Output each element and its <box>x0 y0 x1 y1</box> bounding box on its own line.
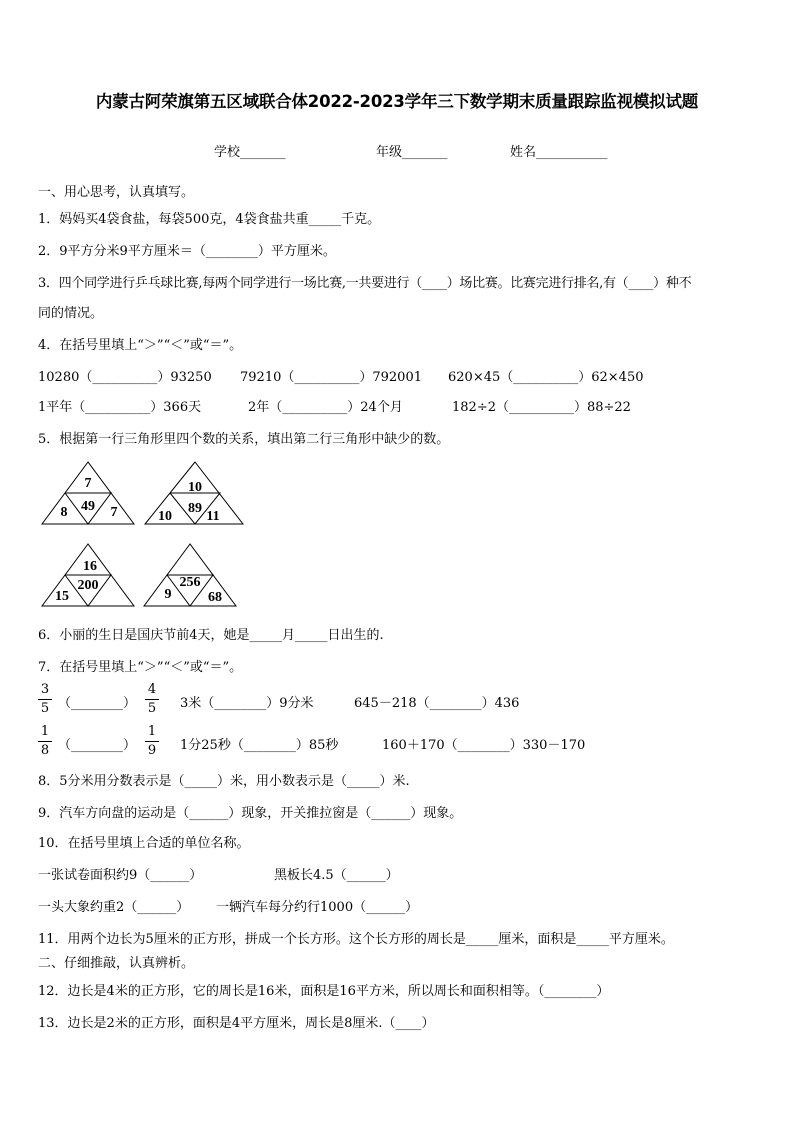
q10-item-2: 黑板长4.5（______） <box>274 868 399 883</box>
q4-item-2: 79210（__________）792001 <box>240 370 422 385</box>
triangle-2-center: 89 <box>188 501 202 516</box>
triangle-2-top: 10 <box>188 480 202 495</box>
section-heading-2: 二、仔细推敲，认真辨析。 <box>38 956 195 971</box>
question-8: 8．5分米用分数表示是（_____）米，用小数表示是（_____）米. <box>38 774 410 789</box>
number-triangle-1 <box>42 462 134 524</box>
question-10: 10．在括号里填上合适的单位名称。 <box>38 836 250 851</box>
grade-field: 年级_______ <box>376 145 448 160</box>
triangle-3-top: 16 <box>83 559 97 574</box>
triangle-2-right: 11 <box>206 509 220 524</box>
q7-item-5: 1分25秒（________）85秒 <box>180 738 339 753</box>
triangle-4-right: 68 <box>208 590 222 605</box>
q4-item-6: 182÷2（__________）88÷22 <box>452 400 631 415</box>
q7-item-3: 645－218（________）436 <box>354 696 520 711</box>
question-4: 4．在括号里填上“＞”“＜”或“＝”。 <box>38 338 243 353</box>
number-triangle-3 <box>42 544 134 606</box>
question-9: 9．汽车方向盘的运动是（______）现象，开关推拉窗是（______）现象。 <box>38 806 463 821</box>
q4-item-3: 620×45（__________）62×450 <box>448 370 644 385</box>
triangle-4-center: 256 <box>179 575 201 590</box>
q7-item-2: 3米（________）9分米 <box>180 696 314 711</box>
q4-item-1: 10280（__________）93250 <box>38 370 212 385</box>
section-heading-1: 一、用心思考，认真填写。 <box>38 185 195 200</box>
fraction-denominator: 5 <box>40 701 50 716</box>
triangle-2-left: 10 <box>158 509 172 524</box>
page-title: 内蒙古阿荣旗第五区域联合体2022-2023学年三下数学期末质量跟踪监视模拟试题 <box>95 92 699 111</box>
q10-item-4: 一辆汽车每分约行1000（______） <box>216 900 419 915</box>
fraction-numerator: 3 <box>40 682 50 697</box>
q7-blank-2: （________） <box>58 738 137 753</box>
q7-item-6: 160＋170（________）330－170 <box>382 738 586 753</box>
triangle-1-left: 8 <box>60 505 68 520</box>
triangle-3-left: 15 <box>55 589 69 604</box>
triangle-row-1 <box>38 458 248 530</box>
question-13: 13．边长是2米的正方形，面积是4平方厘米，周长是8厘米.（____） <box>38 1016 435 1031</box>
question-1: 1．妈妈买4袋食盐，每袋500克，4袋食盐共重_____千克。 <box>38 212 381 227</box>
question-5: 5．根据第一行三角形里四个数的关系，填出第二行三角形中缺少的数。 <box>38 432 450 447</box>
fraction-numerator: 1 <box>147 724 157 739</box>
fraction-denominator: 8 <box>40 743 50 758</box>
school-field: 学校_______ <box>214 145 286 160</box>
q7-blank-1: （________） <box>58 696 137 711</box>
fraction-1-9 <box>145 724 159 759</box>
triangle-1-top: 7 <box>84 476 92 491</box>
question-2: 2．9平方分米9平方厘米＝（________）平方厘米。 <box>38 244 336 259</box>
question-3-line-1: 3．四个同学进行乒乓球比赛,每两个同学进行一场比赛,一共要进行（____）场比赛。比赛完进行排名,有（____）种不 <box>38 276 692 291</box>
question-7: 7．在括号里填上“＞”“＜”或“＝”。 <box>38 660 243 675</box>
triangle-1-right: 7 <box>110 505 118 520</box>
fraction-denominator: 5 <box>147 701 157 716</box>
question-12: 12．边长是4米的正方形，它的周长是16米，面积是16平方米，所以周长和面积相等。（________） <box>38 984 610 999</box>
fraction-numerator: 1 <box>40 724 50 739</box>
q4-item-5: 2年（__________）24个月 <box>248 400 403 415</box>
number-triangle-2 <box>145 462 243 524</box>
q4-item-4: 1平年（__________）366天 <box>38 400 202 415</box>
triangle-1-center: 49 <box>81 499 95 514</box>
triangle-row-2 <box>38 540 248 612</box>
triangle-4-left: 9 <box>164 587 172 602</box>
fraction-numerator: 4 <box>147 682 157 697</box>
question-11: 11．用两个边长为5厘米的正方形，拼成一个长方形。这个长方形的周长是_____厘米，面积是_____平方厘米。 <box>38 932 674 947</box>
fraction-1-8 <box>38 724 52 759</box>
name-field: 姓名___________ <box>510 145 608 160</box>
fraction-4-5 <box>145 682 159 717</box>
q10-item-1: 一张试卷面积约9（______） <box>38 868 203 883</box>
q10-item-3: 一头大象约重2（______） <box>38 900 190 915</box>
question-3-line-2: 同的情况。 <box>38 306 104 321</box>
triangle-3-center: 200 <box>77 578 99 593</box>
question-6: 6．小丽的生日是国庆节前4天，她是_____月_____日出生的. <box>38 628 384 643</box>
number-triangle-4 <box>144 544 236 606</box>
fraction-3-5 <box>38 682 52 717</box>
fraction-denominator: 9 <box>147 743 157 758</box>
